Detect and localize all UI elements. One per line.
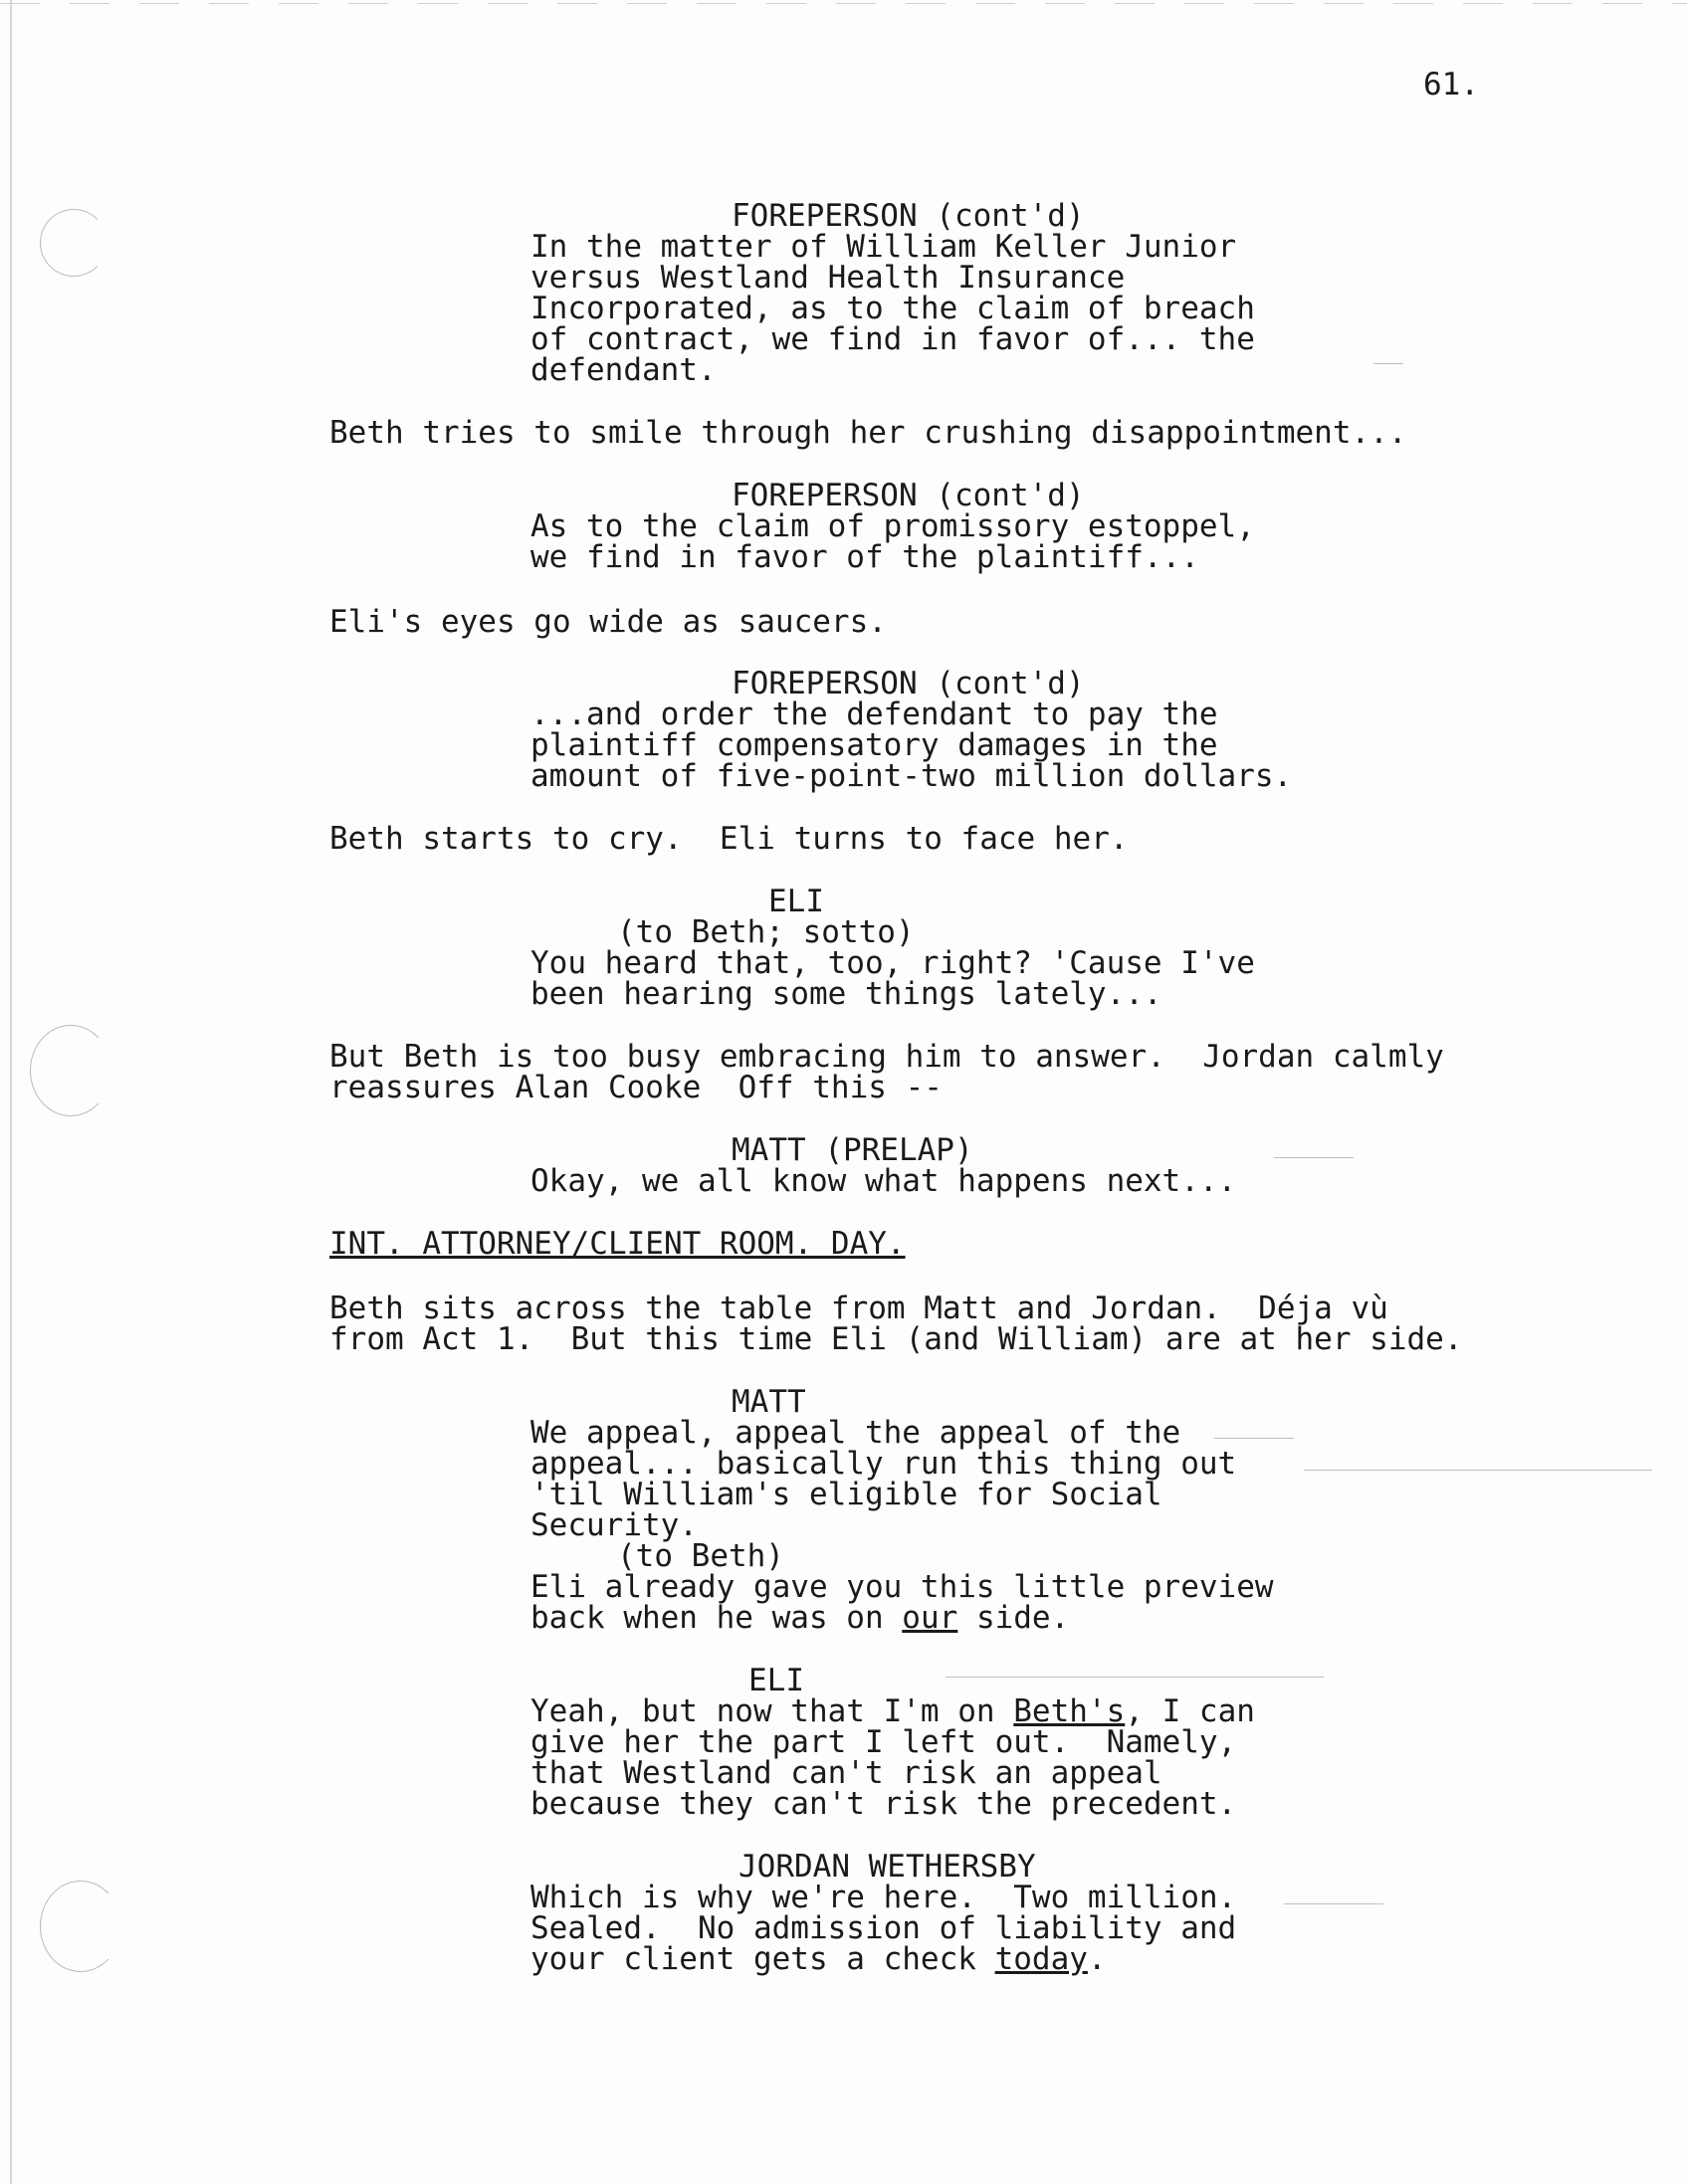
character-name-foreperson: FOREPERSON (cont'd) [732, 666, 1085, 701]
dialogue-line: You heard that, too, right? 'Cause I've [530, 945, 1255, 981]
scan-speck [946, 1677, 1324, 1678]
dialogue-line: Incorporated, as to the claim of breach [530, 291, 1255, 326]
dialogue-line: Security. [530, 1507, 698, 1543]
character-name-eli: ELI [768, 884, 824, 919]
underlined-emphasis: our [902, 1600, 958, 1636]
parenthetical: (to Beth) [617, 1538, 784, 1574]
dialogue-line: Okay, we all know what happens next... [530, 1163, 1237, 1199]
hole-punch-mark-top [40, 209, 107, 277]
dialogue-line: that Westland can't risk an appeal [530, 1755, 1162, 1791]
dialogue-line: because they can't risk the precedent. [530, 1786, 1237, 1822]
action-line: from Act 1. But this time Eli (and William) are at her side. [329, 1321, 1463, 1357]
dialogue-line: your client gets a check today. [530, 1941, 1107, 1977]
dialogue-line: versus Westland Health Insurance [530, 260, 1126, 296]
dialogue-line: 'til William's eligible for Social [530, 1477, 1162, 1512]
dialogue-line: Eli already gave you this little preview [530, 1569, 1274, 1605]
dialogue-line: been hearing some things lately... [530, 976, 1162, 1012]
dialogue-line: Yeah, but now that I'm on Beth's, I can [530, 1693, 1255, 1729]
dialogue-line: Which is why we're here. Two million. [530, 1880, 1237, 1915]
character-name-jordan-wethersby: JORDAN WETHERSBY [738, 1849, 1036, 1885]
underlined-emphasis: Beth's [1013, 1693, 1126, 1729]
dialogue-line: In the matter of William Keller Junior [530, 229, 1237, 265]
dialogue-line: plaintiff compensatory damages in the [530, 727, 1218, 763]
dialogue-line: defendant. [530, 352, 717, 388]
dialogue-line: we find in favor of the plaintiff... [530, 539, 1199, 575]
dialogue-line: appeal... basically run this thing out [530, 1446, 1237, 1482]
hole-punch-mark-bottom [40, 1881, 121, 1972]
scene-heading: INT. ATTORNEY/CLIENT ROOM. DAY. [329, 1226, 906, 1262]
character-name-foreperson: FOREPERSON (cont'd) [732, 478, 1085, 513]
scan-speck [1373, 363, 1403, 364]
scan-speck [1274, 1157, 1354, 1158]
dialogue-line: give her the part I left out. Namely, [530, 1724, 1237, 1760]
action-line: Eli's eyes go wide as saucers. [329, 604, 887, 640]
action-line: Beth starts to cry. Eli turns to face her. [329, 821, 1129, 857]
dialogue-line: Sealed. No admission of liability and [530, 1910, 1237, 1946]
hole-punch-mark-middle [30, 1025, 111, 1116]
dialogue-line: amount of five-point-two million dollars. [530, 758, 1293, 794]
action-line: Beth sits across the table from Matt and Jordan. Déja vù [329, 1291, 1388, 1326]
dialogue-line: back when he was on our side. [530, 1600, 1070, 1636]
page-edge-shadow [10, 0, 12, 2184]
page-top-edge [0, 3, 1687, 4]
dialogue-line: We appeal, appeal the appeal of the [530, 1415, 1181, 1451]
page-number: 61. [1423, 67, 1479, 102]
character-name-foreperson: FOREPERSON (cont'd) [732, 198, 1085, 234]
dialogue-line: of contract, we find in favor of... the [530, 321, 1255, 357]
character-name-matt: MATT [732, 1384, 806, 1420]
action-line: reassures Alan Cooke Off this -- [329, 1070, 943, 1105]
underlined-emphasis: today [994, 1941, 1088, 1977]
scan-speck [1284, 1903, 1383, 1904]
action-line: Beth tries to smile through her crushing disappointment... [329, 415, 1407, 451]
action-line: But Beth is too busy embracing him to answer. Jordan calmly [329, 1039, 1444, 1075]
character-name-eli: ELI [748, 1663, 804, 1698]
character-name-matt-prelap: MATT (PRELAP) [732, 1132, 973, 1168]
dialogue-line: ...and order the defendant to pay the [530, 696, 1218, 732]
dialogue-line: As to the claim of promissory estoppel, [530, 508, 1255, 544]
scan-speck [1304, 1470, 1652, 1471]
scan-speck [1214, 1438, 1294, 1439]
parenthetical: (to Beth; sotto) [617, 914, 915, 950]
